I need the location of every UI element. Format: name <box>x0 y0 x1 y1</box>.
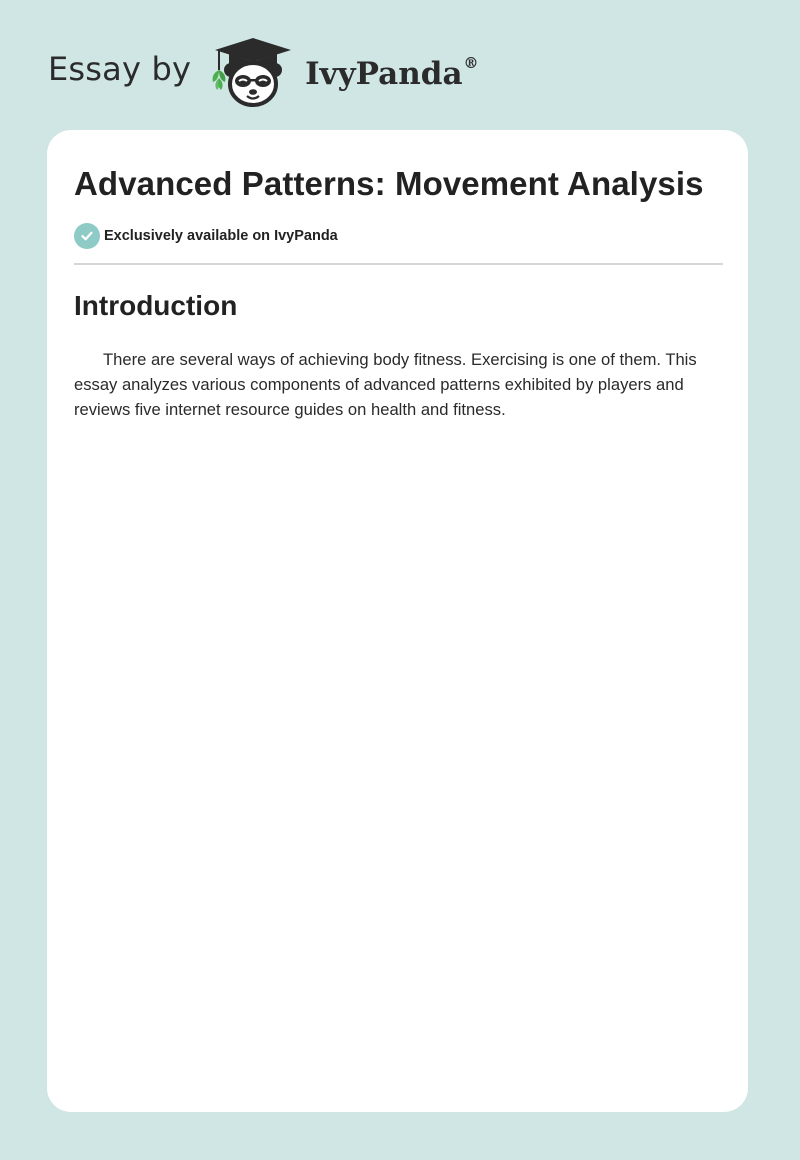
panda-graduate-logo-icon <box>207 34 299 110</box>
intro-paragraph: There are several ways of achieving body fitness. Exercising is one of them. This essay analyzes various components of advanced patterns exhibited by players and reviews five internet resource guides on health and fitness. <box>74 350 697 419</box>
exclusive-badge-text: Exclusively available on IvyPanda <box>104 228 338 244</box>
essay-by-label: Essay by <box>48 50 192 88</box>
check-circle-icon <box>74 223 100 249</box>
site-header <box>48 34 479 110</box>
exclusive-badge <box>74 223 722 249</box>
registered-mark: ® <box>463 54 479 72</box>
ivypanda-logo[interactable] <box>207 34 478 110</box>
essay-card <box>47 130 748 1112</box>
brand-name: IvyPanda® <box>305 54 479 92</box>
section-heading: Introduction <box>74 290 238 321</box>
title-divider <box>74 263 723 265</box>
page-title: Advanced Patterns: Movement Analysis <box>74 165 704 202</box>
